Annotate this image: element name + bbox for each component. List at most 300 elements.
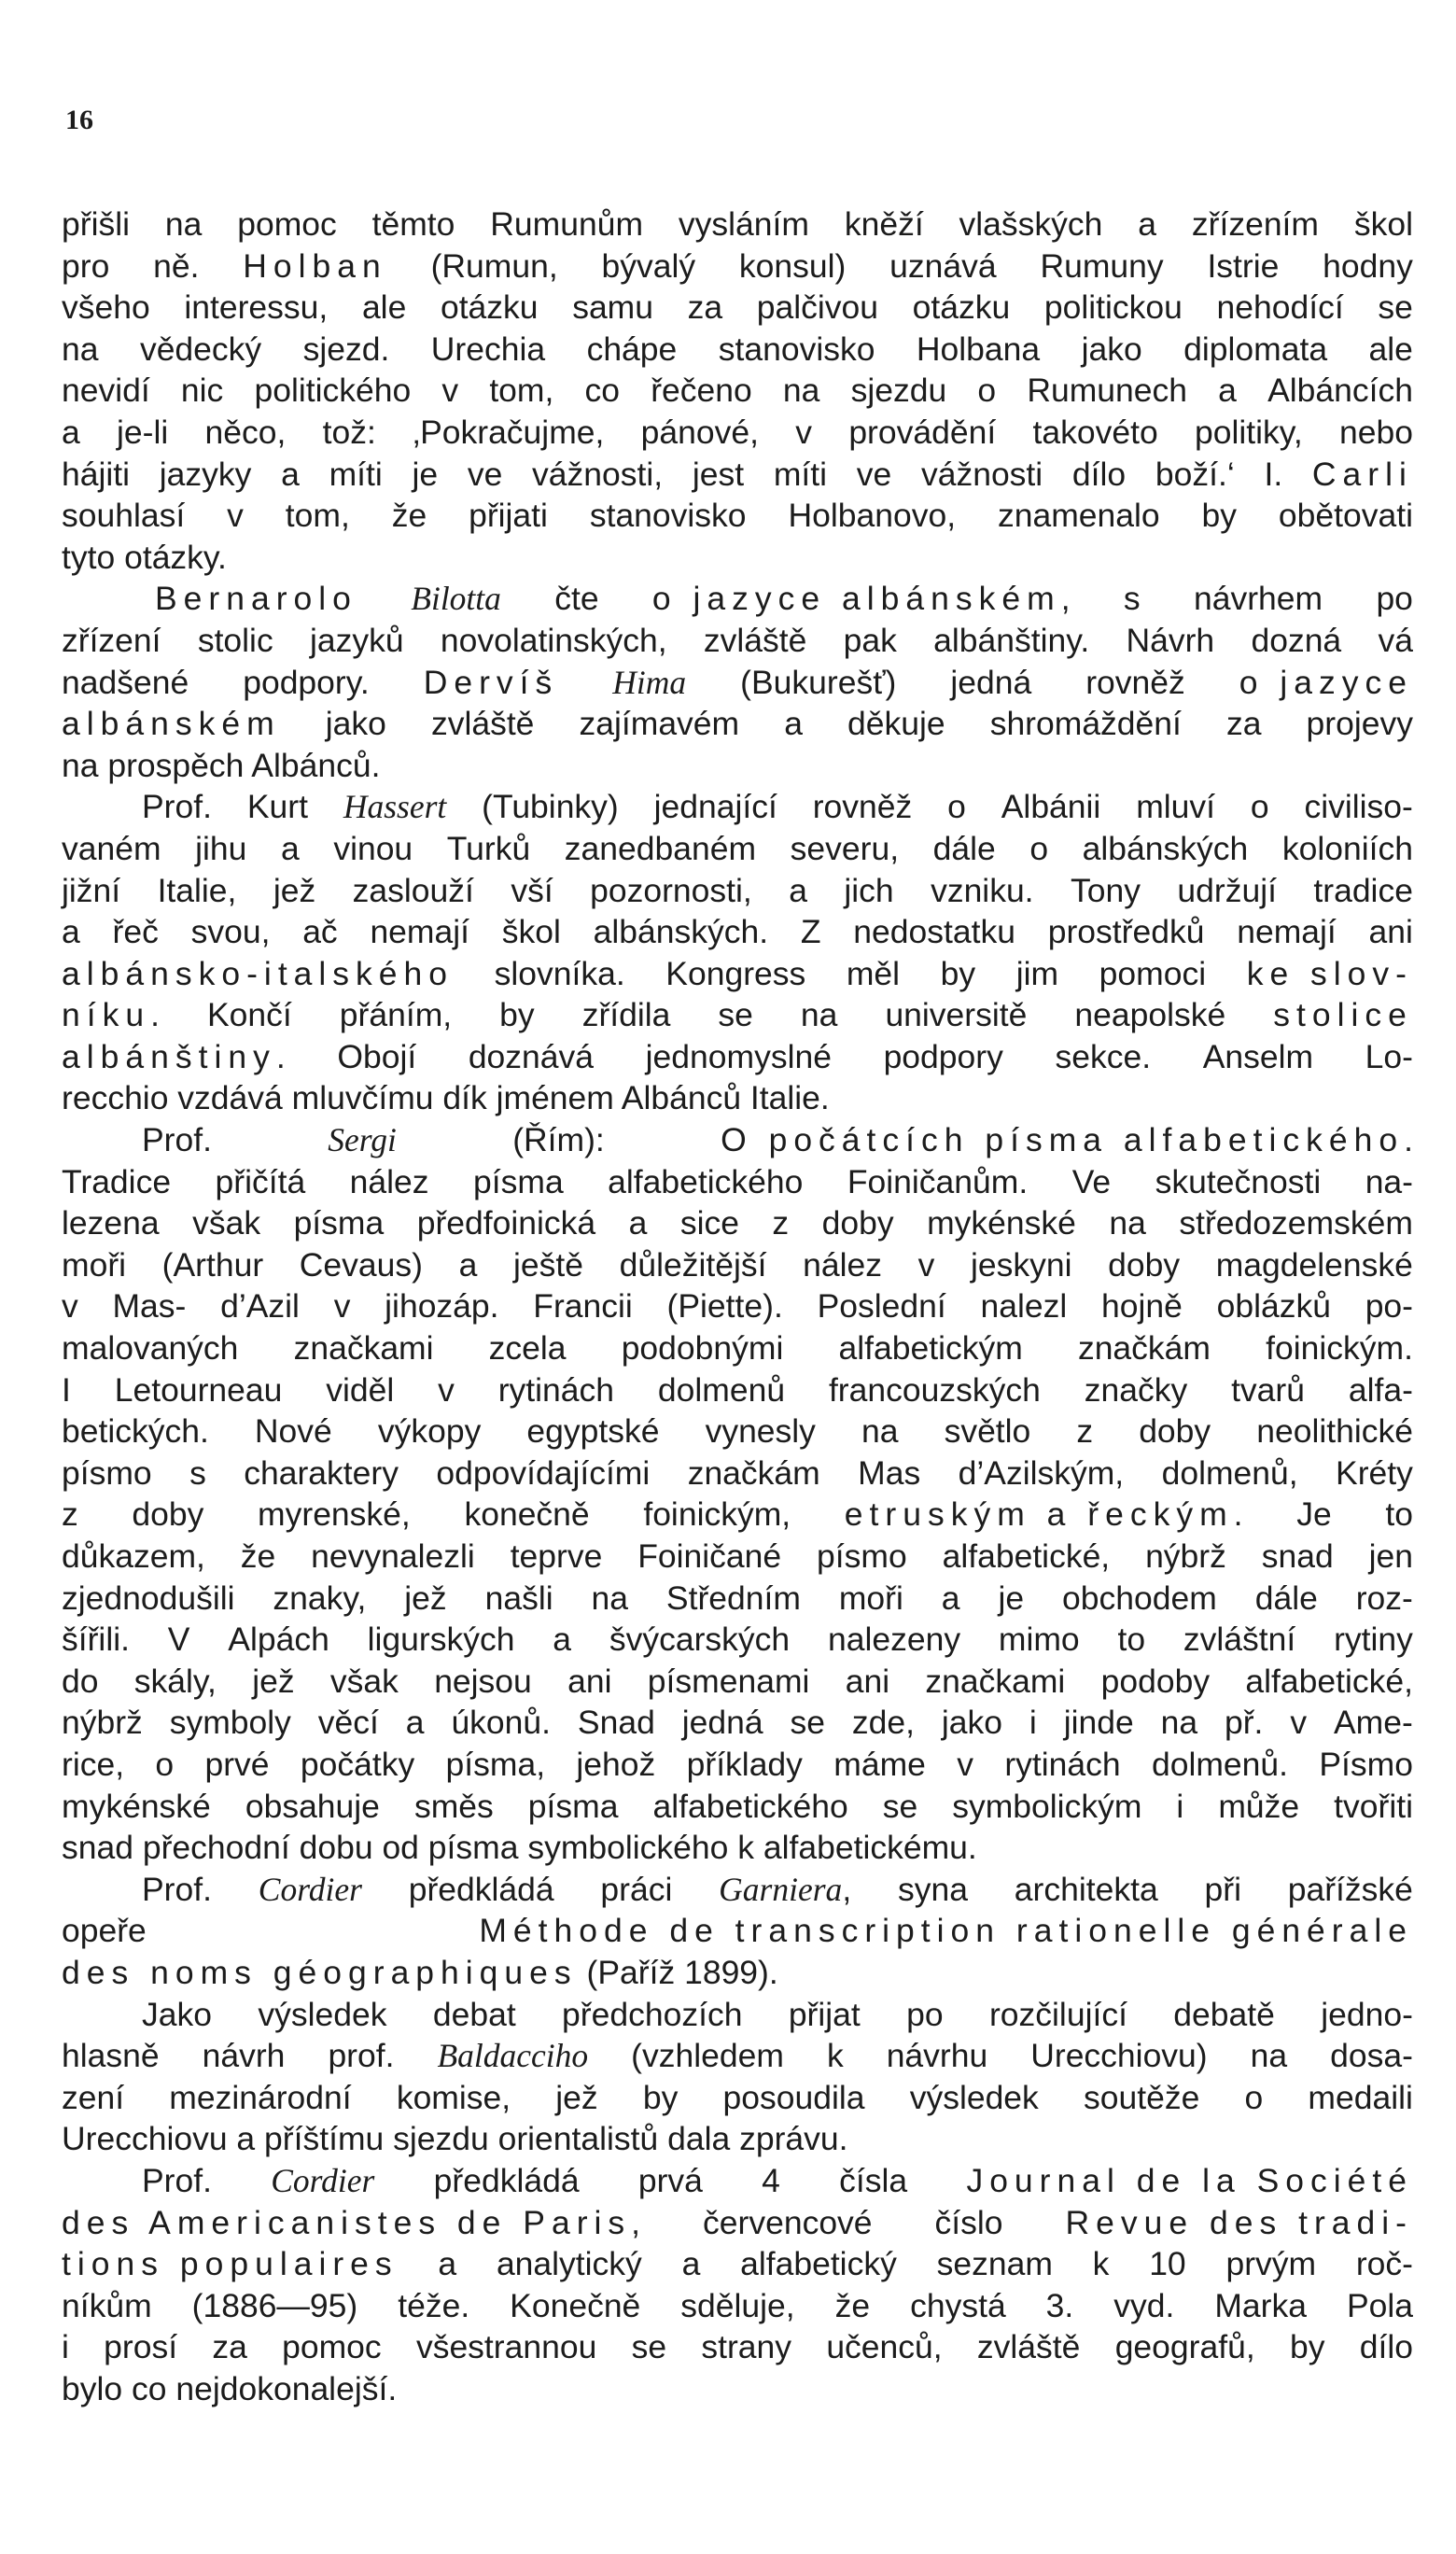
text-word: všestrannou xyxy=(415,2328,597,2366)
text-word: Je xyxy=(1296,1495,1332,1534)
text-word: z xyxy=(62,1495,78,1534)
text-word: malovaných xyxy=(62,1329,239,1368)
text-word: moři xyxy=(62,1245,127,1284)
text-run: na prospěch Albánců. xyxy=(62,746,381,784)
text-word: takovéto xyxy=(1032,413,1158,451)
text-word: zvláště xyxy=(976,2328,1081,2366)
text-word: značkami xyxy=(925,1662,1066,1700)
text-word: geografů, xyxy=(1114,2328,1255,2366)
text-word: bývalý xyxy=(601,246,696,285)
text-word: nýbrž xyxy=(62,1704,143,1742)
text-word: a xyxy=(281,455,300,493)
text-word: v xyxy=(917,1245,935,1284)
text-word: Středním xyxy=(665,1579,801,1617)
text-word: písma xyxy=(293,1204,385,1242)
text-word: V xyxy=(167,1621,190,1659)
text-word: nýbrž xyxy=(1145,1537,1226,1575)
text-word: i xyxy=(62,2328,69,2366)
text-word: čte xyxy=(554,580,599,618)
text-word: charaktery xyxy=(244,1453,399,1492)
text-word: Baldacciho xyxy=(437,2037,589,2075)
text-word: pozornosti, xyxy=(590,871,752,909)
text-word: rytinách xyxy=(497,1370,615,1409)
text-line xyxy=(62,1578,1413,1620)
text-word: jehož xyxy=(576,1745,656,1783)
text-word: rytinách xyxy=(1004,1745,1121,1783)
text-word: měl xyxy=(846,954,901,992)
text-word: soutěže xyxy=(1083,2078,1200,2116)
text-run: tyto otázky. xyxy=(62,538,227,576)
text-word: severu, xyxy=(790,829,900,867)
text-word: vážnosti xyxy=(920,455,1043,493)
text-word: a xyxy=(405,1704,425,1742)
text-line xyxy=(62,994,1413,1036)
text-word: Dervíš xyxy=(423,663,559,701)
text-line xyxy=(62,2160,1413,2202)
text-word: červencové xyxy=(703,2203,873,2241)
text-word: lezena xyxy=(62,1204,160,1242)
text-word: 10 xyxy=(1149,2245,1186,2283)
text-word: by xyxy=(499,996,535,1034)
text-line xyxy=(62,1619,1413,1661)
text-word: Cordier xyxy=(258,1870,362,1908)
text-word: přijati xyxy=(469,497,548,535)
text-word: Rumunech xyxy=(1027,372,1187,410)
text-word: značky xyxy=(1084,1370,1188,1409)
text-word: středozemském xyxy=(1179,1204,1413,1242)
text-word: Jako xyxy=(142,1995,212,2033)
text-word: Hassert xyxy=(343,788,447,826)
text-word: by xyxy=(642,2078,679,2116)
text-word: I xyxy=(62,1370,71,1409)
text-word: stanovisko xyxy=(589,497,747,535)
text-word: magdelenské xyxy=(1215,1245,1413,1284)
text-word: konečně xyxy=(464,1495,590,1534)
text-word: jež xyxy=(404,1579,447,1617)
text-line xyxy=(62,745,1413,787)
text-word: alfabetického xyxy=(608,1162,804,1200)
text-word: alfabetické, xyxy=(942,1537,1111,1575)
text-word: s xyxy=(189,1453,206,1492)
text-word: těmto xyxy=(371,205,455,243)
text-word: máme xyxy=(833,1745,926,1783)
text-word: je xyxy=(412,455,439,493)
text-word: vysláním xyxy=(678,205,809,243)
text-word: udržují xyxy=(1177,871,1277,909)
text-word: tradice xyxy=(1313,871,1413,909)
text-word: a xyxy=(438,2245,457,2283)
text-word: úkonů. xyxy=(451,1704,552,1742)
text-word: francouzských xyxy=(828,1370,1041,1409)
text-word: komise, xyxy=(396,2078,511,2116)
text-word: odpovídajícími xyxy=(436,1453,651,1492)
text-word: otázku xyxy=(912,288,1011,327)
text-word: a xyxy=(784,705,803,743)
text-line xyxy=(62,1994,1413,2036)
text-word: a xyxy=(553,1621,572,1659)
text-word: pomoc xyxy=(282,2328,382,2366)
text-word: tom, xyxy=(285,497,350,535)
text-word: pomoci xyxy=(1099,954,1207,992)
text-word: jeskyni xyxy=(970,1245,1072,1284)
text-word: des Americanistes de Paris, xyxy=(62,2203,641,2241)
text-word: řečeno xyxy=(651,372,752,410)
text-word: a xyxy=(458,1245,478,1284)
text-word: nalezeny xyxy=(827,1621,961,1659)
text-word: Obojí xyxy=(337,1037,417,1075)
text-word: boží.‘ xyxy=(1155,455,1235,493)
text-word: ani xyxy=(1368,913,1413,951)
text-word: Alpách xyxy=(228,1621,329,1659)
text-word: z xyxy=(1076,1412,1094,1451)
text-word: neolithické xyxy=(1256,1412,1413,1451)
text-word: se xyxy=(718,996,753,1034)
text-word: přišli xyxy=(62,205,130,243)
text-word: chápe xyxy=(586,330,678,368)
text-word: po xyxy=(906,1995,944,2033)
text-word: v xyxy=(62,1287,78,1326)
text-word: jazyků xyxy=(309,621,404,659)
text-word: Pola xyxy=(1346,2286,1413,2324)
text-word: chystá xyxy=(910,2286,1006,2324)
text-word: foinickým, xyxy=(643,1495,791,1534)
text-word: tvarů xyxy=(1231,1370,1305,1409)
text-word: jako xyxy=(1081,330,1142,368)
text-word: provádění xyxy=(848,413,997,451)
text-line xyxy=(62,1661,1413,1703)
text-word: Písmo xyxy=(1319,1745,1413,1783)
text-line xyxy=(62,370,1413,412)
text-word: ve xyxy=(467,455,503,493)
text-word: interessu, xyxy=(184,288,329,327)
text-line xyxy=(62,1369,1413,1411)
text-word: v xyxy=(441,372,459,410)
text-word: Turků xyxy=(446,829,531,867)
text-word: prvé xyxy=(204,1745,270,1783)
text-word: stanovisko xyxy=(718,330,875,368)
text-word: architekta xyxy=(1014,1870,1158,1908)
text-word: jedná xyxy=(681,1704,763,1742)
text-word: škol xyxy=(1353,205,1413,243)
text-line xyxy=(62,1285,1413,1327)
text-line xyxy=(62,1244,1413,1286)
text-word: koloniích xyxy=(1281,829,1413,867)
text-word: Foiničanům. xyxy=(847,1162,1029,1200)
text-word: doby xyxy=(132,1495,204,1534)
text-word: Ame- xyxy=(1333,1704,1413,1742)
text-word: Francii xyxy=(533,1287,633,1326)
text-line xyxy=(62,703,1413,745)
text-word: ligurských xyxy=(367,1621,515,1659)
text-word: (vzhledem xyxy=(631,2037,784,2075)
text-word: že xyxy=(391,497,427,535)
text-word: výsledek xyxy=(909,2078,1039,2116)
text-line xyxy=(62,578,1413,620)
text-word: ani xyxy=(845,1662,890,1700)
text-run: Urecchiovu a příštímu sjezdu orientalistů dala zprávu. xyxy=(62,2120,848,2158)
text-word: vynesly xyxy=(705,1412,816,1451)
text-word: jest xyxy=(692,455,745,493)
text-word: jižní xyxy=(62,871,121,909)
text-word: Holbanovo, xyxy=(788,497,957,535)
text-word: v xyxy=(227,497,244,535)
text-word: za xyxy=(1225,705,1262,743)
text-word: sice xyxy=(679,1204,739,1242)
text-word: vší xyxy=(511,871,553,909)
text-word: Urechia xyxy=(430,330,546,368)
text-word: písmenami xyxy=(647,1662,810,1700)
text-word: nemají xyxy=(370,913,469,951)
text-word: mezinárodní xyxy=(169,2078,352,2116)
text-line xyxy=(62,2035,1413,2077)
text-word: roz- xyxy=(1355,1579,1413,1617)
text-word: dílo xyxy=(1071,455,1127,493)
text-word: za xyxy=(212,2328,247,2366)
text-word: ně. xyxy=(153,246,200,285)
text-line xyxy=(62,1161,1413,1203)
text-word: Končí xyxy=(207,996,292,1034)
text-line xyxy=(62,1119,1413,1161)
text-word: na xyxy=(782,372,820,410)
text-word: a xyxy=(1218,372,1237,410)
text-line xyxy=(62,454,1413,496)
text-word: předfoinická xyxy=(416,1204,596,1242)
text-word: práci xyxy=(600,1870,673,1908)
text-line xyxy=(62,412,1413,454)
text-word: věcí xyxy=(317,1704,379,1742)
text-word: se xyxy=(631,2328,667,2366)
text-word: opeře xyxy=(62,1912,147,1950)
text-line xyxy=(62,203,1413,246)
text-word: to xyxy=(1385,1495,1413,1534)
text-word: něco, xyxy=(204,413,287,451)
text-word: jen xyxy=(1368,1537,1413,1575)
text-word: podpory xyxy=(883,1037,1003,1075)
text-word: hájiti xyxy=(62,455,131,493)
text-word: dolmenů. xyxy=(1151,1745,1288,1783)
text-word: by xyxy=(1201,497,1238,535)
text-word: na xyxy=(164,205,203,243)
text-word: konsul) xyxy=(738,246,847,285)
text-word: Urecchiovu) xyxy=(1030,2037,1208,2075)
text-word: jihozáp. xyxy=(385,1287,499,1326)
text-word: albánštiny. xyxy=(62,1037,286,1075)
text-word: by xyxy=(1289,2328,1325,2366)
text-word: předkládá xyxy=(433,2161,580,2199)
text-word: (Řím): xyxy=(512,1121,605,1159)
text-word: nevynalezli xyxy=(311,1537,475,1575)
text-word: škol xyxy=(501,913,561,951)
text-word: může xyxy=(1218,1787,1300,1825)
text-word: dílo xyxy=(1359,2328,1413,2366)
text-word: Mas xyxy=(858,1453,921,1492)
text-word: albánských. xyxy=(593,913,769,951)
text-word: ve xyxy=(856,455,892,493)
text-line xyxy=(62,1786,1413,1828)
text-line xyxy=(62,2326,1413,2368)
text-word: pánové, xyxy=(640,413,759,451)
text-word: ač xyxy=(302,913,338,951)
text-word: Mas- xyxy=(112,1287,187,1326)
text-word: vlašských xyxy=(959,205,1103,243)
text-word: kněží xyxy=(844,205,924,243)
text-word: Nové xyxy=(254,1412,332,1451)
text-word: míti xyxy=(773,455,828,493)
text-word: doby xyxy=(1139,1412,1211,1451)
text-word: Tradice xyxy=(62,1162,172,1200)
text-line xyxy=(62,1452,1413,1495)
text-word: samu xyxy=(572,288,653,327)
text-word: zvláštní xyxy=(1183,1621,1296,1659)
text-word: Holbana xyxy=(916,330,1041,368)
text-line xyxy=(62,329,1413,371)
text-line xyxy=(62,495,1413,537)
text-word: nález xyxy=(803,1245,882,1284)
text-word: foinickým. xyxy=(1266,1329,1413,1368)
text-word: přičítá xyxy=(215,1162,306,1200)
text-word: se xyxy=(882,1787,918,1825)
text-word: nedostatku xyxy=(853,913,1015,951)
text-word: zjednodušili xyxy=(62,1579,235,1617)
text-word: (Rumun, xyxy=(430,246,558,285)
text-word: ke slov- xyxy=(1246,954,1413,992)
text-word: řeč xyxy=(112,913,159,951)
text-run: des noms géographiques xyxy=(62,1953,578,1991)
text-word: nález xyxy=(349,1162,429,1200)
text-word: nejsou xyxy=(434,1662,532,1700)
text-word: znamenalo xyxy=(997,497,1160,535)
text-word: posoudila xyxy=(722,2078,865,2116)
text-word: a xyxy=(789,871,807,909)
text-word: uznává xyxy=(889,246,997,285)
text-word: výsledek xyxy=(258,1995,387,2033)
text-word: na xyxy=(1160,1704,1198,1742)
text-word: O počátcích písma alfabetického. xyxy=(721,1121,1413,1159)
text-line xyxy=(62,2243,1413,2285)
text-line xyxy=(62,1410,1413,1452)
text-word: Bernarolo xyxy=(155,580,357,618)
text-word: šířili. xyxy=(62,1621,130,1659)
text-line xyxy=(62,246,1413,288)
text-word: (Arthur xyxy=(161,1245,264,1284)
text-word: jim xyxy=(1015,954,1059,992)
text-word: Carli xyxy=(1311,455,1413,493)
text-line xyxy=(62,1494,1413,1536)
text-word: hodny xyxy=(1323,246,1413,285)
text-line xyxy=(62,1202,1413,1244)
text-word: prof. xyxy=(328,2037,395,2075)
text-word: zde, xyxy=(851,1704,915,1742)
text-word: viděl xyxy=(326,1370,395,1409)
text-word: v xyxy=(795,413,813,451)
text-word: písma xyxy=(473,1162,564,1200)
text-word: vědecký xyxy=(139,330,262,368)
text-word: (Tubinky) xyxy=(482,788,619,826)
text-word: albánštiny. xyxy=(933,621,1090,659)
text-word: po- xyxy=(1365,1287,1413,1326)
text-word: písma xyxy=(527,1787,619,1825)
text-word: Lo- xyxy=(1365,1037,1413,1075)
text-word: to xyxy=(1117,1621,1146,1659)
text-word: zení xyxy=(62,2078,125,2116)
text-word: z xyxy=(772,1204,790,1242)
text-word: jedno- xyxy=(1321,1995,1413,2033)
text-word: Marka xyxy=(1214,2286,1307,2324)
text-word: všeho xyxy=(62,288,150,327)
text-word: Istrie xyxy=(1207,246,1280,285)
text-word: při xyxy=(1204,1870,1241,1908)
text-word: medaili xyxy=(1308,2078,1413,2116)
text-word: Návrh xyxy=(1126,621,1215,659)
text-line xyxy=(62,1536,1413,1578)
text-word: (Bukurešť) xyxy=(740,663,897,701)
text-word: zaslouží xyxy=(352,871,474,909)
text-word: alfabetickým xyxy=(838,1329,1023,1368)
text-word: vaném xyxy=(62,829,161,867)
text-word: směs xyxy=(413,1787,494,1825)
text-word: skály, xyxy=(133,1662,217,1700)
text-word: Kréty xyxy=(1336,1453,1413,1492)
text-word: Foiničané xyxy=(637,1537,782,1575)
text-body xyxy=(62,203,1413,2409)
text-word: čísla xyxy=(839,2161,908,2199)
text-word: otázku xyxy=(440,288,539,327)
text-word: do xyxy=(62,1662,99,1700)
text-word: rytiny xyxy=(1334,1621,1413,1659)
text-word: písmo xyxy=(62,1453,152,1492)
text-word: v xyxy=(333,1287,351,1326)
text-word: Rumuny xyxy=(1040,246,1164,285)
text-word: civiliso- xyxy=(1304,788,1413,826)
text-word: diplomata xyxy=(1183,330,1328,368)
text-word: jež xyxy=(273,871,316,909)
text-word: Journal de la Société xyxy=(966,2161,1413,2199)
text-word: o xyxy=(947,788,966,826)
text-word: mluví xyxy=(1136,788,1216,826)
text-word: sděluje, xyxy=(680,2286,795,2324)
text-word: návrh xyxy=(202,2037,286,2075)
text-word: dolmenů xyxy=(657,1370,786,1409)
text-word: Prof. xyxy=(142,788,212,826)
text-word: tom, xyxy=(489,372,554,410)
text-word: tož: xyxy=(322,413,376,451)
text-word: jihu xyxy=(195,829,247,867)
text-word: nalezl xyxy=(980,1287,1068,1326)
text-word: pak xyxy=(843,621,897,659)
text-word: nemají xyxy=(1237,913,1337,951)
text-line xyxy=(62,2118,1413,2160)
text-word: však xyxy=(192,1204,261,1242)
text-word: obětovati xyxy=(1278,497,1413,535)
text-line xyxy=(62,1327,1413,1369)
text-run: recchio vzdává mluvčímu dík jménem Albánců Italie. xyxy=(62,1079,830,1117)
text-word: s xyxy=(1123,580,1141,618)
text-word: o xyxy=(155,1745,175,1783)
text-word: znaky, xyxy=(273,1579,367,1617)
text-word: obchodem xyxy=(1062,1579,1217,1617)
text-word: v xyxy=(438,1370,455,1409)
text-word: na xyxy=(591,1579,629,1617)
text-word: Bilotta xyxy=(411,580,501,618)
text-word: Kongress xyxy=(665,954,806,992)
text-word: o xyxy=(977,372,997,410)
text-word: je-li xyxy=(117,413,169,451)
text-word: stolice xyxy=(1273,996,1413,1034)
text-word: politickou xyxy=(1043,288,1183,327)
text-word: Sergi xyxy=(328,1121,397,1159)
text-word: Hima xyxy=(612,663,687,701)
text-word: o jazyce albánském, xyxy=(651,580,1071,618)
